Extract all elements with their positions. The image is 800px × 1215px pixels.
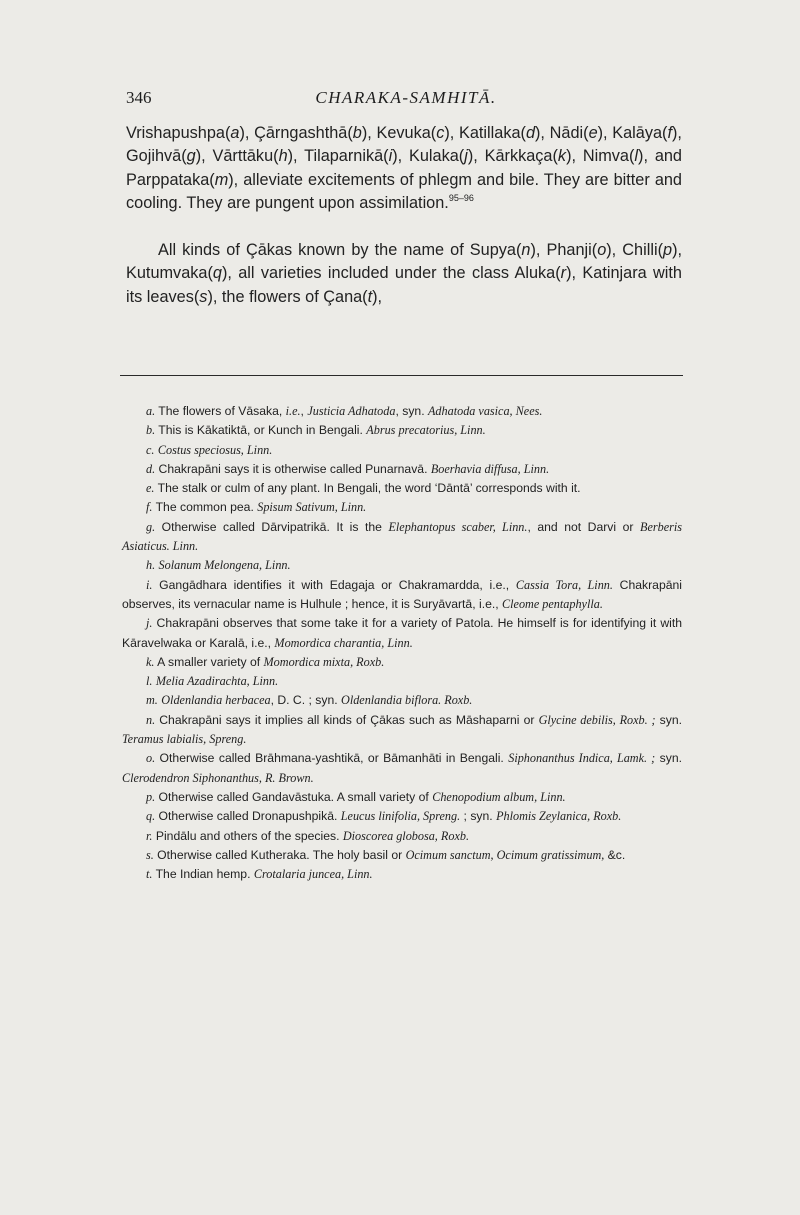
italic-text: l xyxy=(634,147,639,166)
italic-text: Melia Azadirachta, Linn. xyxy=(155,674,279,689)
footnote-marker: g. xyxy=(146,519,156,534)
footnote-marker: l. xyxy=(146,674,153,689)
italic-text: m xyxy=(214,170,229,189)
text-run: &c. xyxy=(604,847,626,862)
italic-text: Clerodendron Siphonanthus, R. Brown. xyxy=(122,770,314,785)
italic-text: Siphonanthus Indica, Lamk. ; xyxy=(508,751,656,766)
footnote-marker: c. xyxy=(146,442,155,457)
text-run: ), Katillaka( xyxy=(444,124,526,142)
running-title: CHARAKA-SAMHITĀ. xyxy=(315,88,497,107)
main-text xyxy=(126,122,682,309)
italic-text: Adhatoda vasica, Nees. xyxy=(427,404,543,418)
footnote-f xyxy=(122,498,682,517)
italic-text: Momordica charantia, Linn. xyxy=(274,635,413,650)
text-run: Otherwise called Gandavāstuka. A small variety of xyxy=(155,789,433,804)
italic-text: Cleome pentaphylla. xyxy=(502,596,603,611)
text-run: A smaller variety of xyxy=(154,654,264,669)
paragraph xyxy=(126,122,682,215)
footnote-i xyxy=(122,576,682,615)
text-run: The flowers of Vāsaka, xyxy=(155,404,286,418)
text-run: ), Vārttāku( xyxy=(195,147,279,166)
italic-text: c xyxy=(436,124,445,142)
footnote-marker: t. xyxy=(146,867,153,882)
italic-text: b xyxy=(352,124,362,142)
paragraph xyxy=(126,239,682,309)
footnote-q xyxy=(122,807,682,826)
italic-text: d xyxy=(525,124,535,142)
text-run: Pindālu and others of the species. xyxy=(152,828,343,843)
verse-reference: 95–96 xyxy=(448,192,474,203)
footnote-marker: m. xyxy=(146,693,158,708)
footnote-h xyxy=(122,556,682,575)
italic-text: Leucus linifolia, Spreng. xyxy=(340,809,461,824)
footnote-e xyxy=(122,479,682,498)
text-run: ; syn. xyxy=(460,809,497,824)
text-run: ), Chilli( xyxy=(606,241,663,260)
italic-text: i.e. xyxy=(285,404,301,418)
text-run: ), Nādi( xyxy=(535,124,589,142)
italic-text: Oldenlandia herbacea xyxy=(161,693,271,708)
footnote-l xyxy=(122,672,682,691)
text-run: Chakrapāni observes that some take it for a variety of Patola. He himself is for identifying it with Kāravelwaka or Karalā, i.e., xyxy=(122,616,682,650)
text-run: The common pea. xyxy=(152,500,258,515)
italic-text: Abrus precatorius, Linn. xyxy=(366,423,486,438)
footnote-p xyxy=(122,788,682,807)
footnote-s xyxy=(122,846,682,865)
text-run: ), Katinjara with its leaves( xyxy=(126,264,682,306)
text-run: The stalk or culm of any plant. In Bengali, the word ‘Dāntā’ corresponds with it. xyxy=(154,481,581,496)
text-run: All kinds of Çākas known by the name of Supya( xyxy=(158,241,522,260)
text-run: ), alleviate excitements of phlegm and bile. They are bitter and cooling. They are pungent upon assimilation. xyxy=(126,170,682,212)
text-run: The Indian hemp. xyxy=(152,867,254,882)
text-run: Gangādhara identifies it with Edagaja or Chakramardda, i.e., xyxy=(152,577,516,592)
text-run: syn. xyxy=(655,712,682,727)
footnote-k xyxy=(122,653,682,672)
text-run: ), Nimva( xyxy=(566,147,635,166)
text-run: ), Kutumvaka( xyxy=(126,241,683,283)
italic-text: Crotalaria juncea, Linn. xyxy=(253,867,373,882)
text-run: ), Phanji( xyxy=(530,241,598,260)
text-run: ), Gojihvā( xyxy=(126,124,682,166)
text-run: ), xyxy=(372,287,383,306)
italic-text: Berberis Asiaticus. Linn. xyxy=(122,519,682,554)
footnote-marker: h. xyxy=(146,558,156,573)
italic-text: Oldenlandia biflora. Roxb. xyxy=(341,693,473,708)
footnote-t xyxy=(122,865,682,884)
text-run: , syn. xyxy=(395,404,428,418)
italic-text: r xyxy=(560,264,567,283)
footnote-separator xyxy=(120,375,683,376)
text-run: Otherwise called Dronapushpikā. xyxy=(155,809,341,824)
footnote-marker: k. xyxy=(146,654,155,669)
italic-text: Spisum Sativum, Linn. xyxy=(257,500,367,515)
page-header xyxy=(126,88,686,114)
footnote-g xyxy=(122,518,682,557)
text-run: Vrishapushpa( xyxy=(126,124,231,142)
text-run: syn. xyxy=(655,751,682,766)
footnote-marker: q. xyxy=(146,809,156,824)
footnote-marker: e. xyxy=(146,481,155,496)
text-run: ), the flowers of Çana( xyxy=(207,287,368,306)
text-run: Chakrapāni says it is otherwise called Punarnavā. xyxy=(155,461,431,476)
italic-text: Boerhavia diffusa, Linn. xyxy=(430,461,550,476)
footnote-j xyxy=(122,614,682,653)
text-run: Chakrapāni observes, its vernacular name is Hulhule ; hence, it is Suryāvartā, i.e., xyxy=(122,577,683,611)
footnote-marker: b. xyxy=(146,423,156,438)
italic-text: Chenopodium album, Linn. xyxy=(432,789,566,804)
italic-text: i xyxy=(388,147,393,166)
italic-text: Glycine debilis, Roxb. ; xyxy=(538,712,656,727)
italic-text: Justicia Adhatoda xyxy=(307,404,396,418)
footnote-o xyxy=(122,749,682,788)
text-run: ), all varieties included under the class Aluka( xyxy=(221,264,561,283)
footnote-a xyxy=(122,402,682,421)
italic-text: Phlomis Zeylanica, Roxb. xyxy=(496,809,622,824)
page-number: 346 xyxy=(126,88,152,107)
footnote-r xyxy=(122,827,682,846)
text-run: Chakrapāni says it implies all kinds of Çākas such as Māshaparni or xyxy=(155,712,539,727)
footnote-marker: n. xyxy=(146,712,156,727)
italic-text: a xyxy=(230,124,240,142)
italic-text: f xyxy=(667,124,673,142)
footnote-marker: j. xyxy=(146,616,153,631)
footnotes xyxy=(122,402,682,884)
italic-text: Costus speciosus, Linn. xyxy=(157,442,273,457)
footnote-d xyxy=(122,460,682,479)
italic-text: e xyxy=(588,124,598,142)
text-run: Otherwise called Brāhmana-yashtikā, or Bāmanhāti in Bengali. xyxy=(155,751,509,766)
footnote-c xyxy=(122,441,682,460)
footnote-m xyxy=(122,691,682,710)
footnote-marker: a. xyxy=(146,404,156,418)
text-run: ), Tilaparnikā( xyxy=(287,147,389,166)
italic-text: s xyxy=(199,287,208,306)
italic-text: h xyxy=(278,147,288,166)
italic-text: Teramus labialis, Spreng. xyxy=(122,732,247,747)
footnote-marker: s. xyxy=(146,847,154,862)
italic-text: o xyxy=(597,241,607,260)
italic-text: Cassia Tora, Linn. xyxy=(515,577,613,592)
italic-text: n xyxy=(521,241,531,260)
text-run: Otherwise called Kutheraka. The holy basil or xyxy=(153,847,406,862)
text-run: This is Kākatiktā, or Kunch in Bengali. xyxy=(155,423,367,438)
text-run: ), and Parppataka( xyxy=(126,147,682,189)
text-run: ), Çārngashthā( xyxy=(239,124,353,142)
text-run: , D. C. ; syn. xyxy=(270,693,342,708)
italic-text: q xyxy=(212,264,222,283)
italic-text: t xyxy=(367,287,373,306)
footnote-marker: d. xyxy=(146,461,156,476)
text-run: ), Kārkkaça( xyxy=(467,147,558,166)
italic-text: k xyxy=(557,147,567,166)
italic-text: Dioscorea globosa, Roxb. xyxy=(342,828,469,843)
text-run: ), Kalāya( xyxy=(597,124,668,142)
footnote-n xyxy=(122,711,682,750)
italic-text: g xyxy=(186,147,196,166)
footnote-marker: p. xyxy=(146,789,156,804)
footnote-marker: i. xyxy=(146,577,153,592)
text-run: ), Kevuka( xyxy=(361,124,437,142)
footnote-marker: r. xyxy=(146,828,153,843)
italic-text: Ocimum sanctum, Ocimum gratissimum, xyxy=(405,847,605,862)
italic-text: Elephantopus scaber, Linn. xyxy=(388,519,528,534)
footnote-marker: f. xyxy=(146,500,153,515)
text-run: , xyxy=(300,404,308,418)
footnote-b xyxy=(122,421,682,440)
text-run: , and not Darvi or xyxy=(527,519,640,534)
text-run: Otherwise called Dārvipatrikā. It is the xyxy=(155,519,389,534)
text-run: ), Kulaka( xyxy=(392,147,465,166)
italic-text: j xyxy=(464,147,468,166)
italic-text: p xyxy=(663,241,673,260)
italic-text: Momordica mixta, Roxb. xyxy=(263,654,385,669)
italic-text: Solanum Melongena, Linn. xyxy=(158,558,291,573)
footnote-marker: o. xyxy=(146,751,156,766)
